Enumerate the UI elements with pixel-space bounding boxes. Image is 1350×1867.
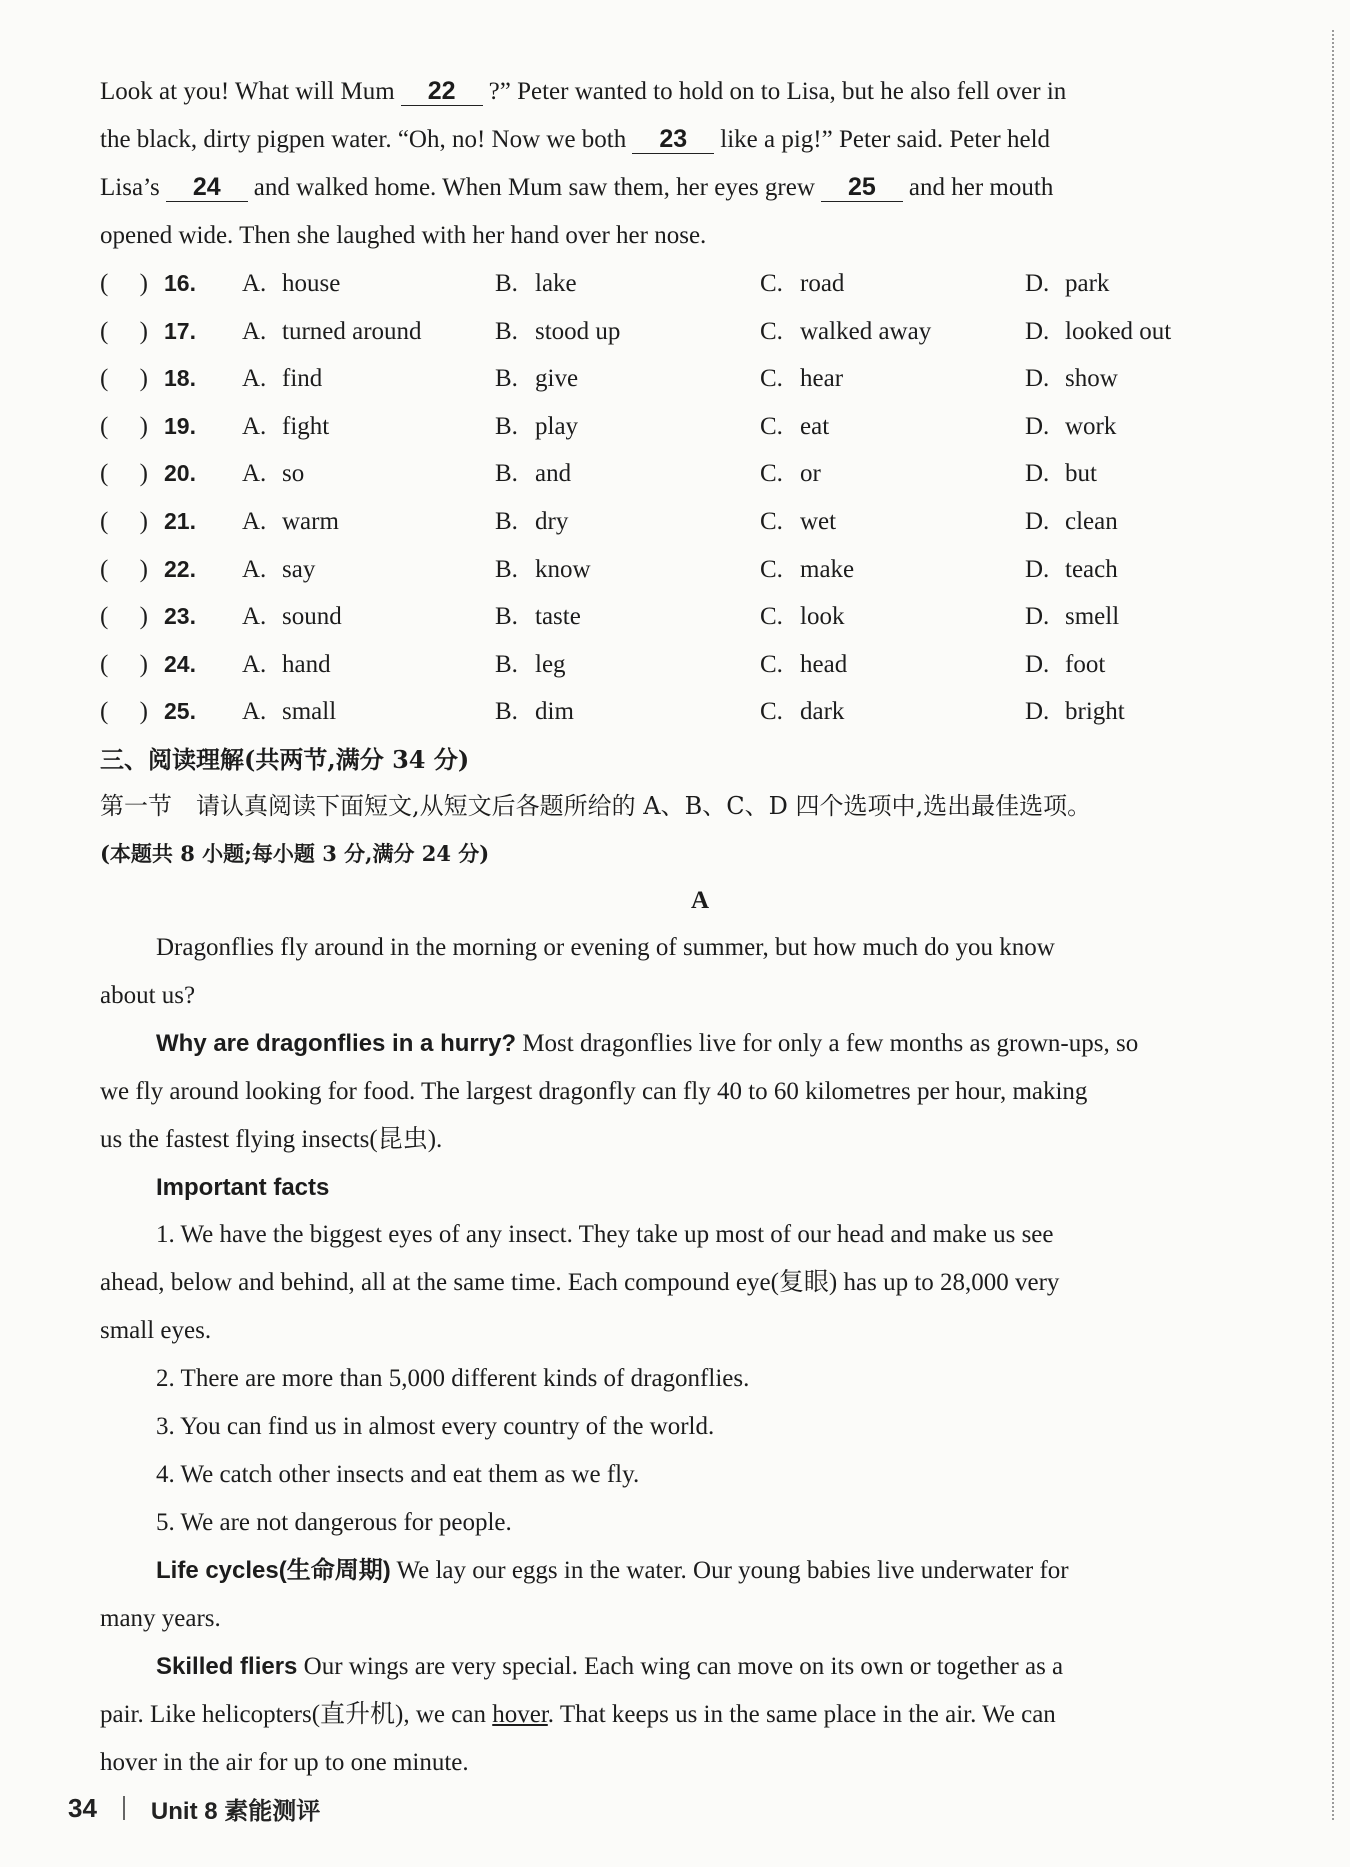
question-number: 22. [164, 555, 196, 582]
cloze-blank: 25 [821, 173, 903, 202]
option-letter: C. [760, 603, 783, 631]
option-d [1025, 308, 1171, 356]
question-number: 18. [164, 365, 196, 392]
option-text: look [800, 603, 845, 631]
option-d [1025, 641, 1105, 689]
question-number: 19. [164, 412, 196, 439]
option-letter: C. [760, 460, 783, 488]
option-letter: B. [495, 507, 518, 535]
option-letter: B. [495, 365, 518, 393]
cloze-text: and walked home. When Mum saw them, her eyes grew [253, 174, 815, 201]
option-letter: A. [242, 698, 267, 726]
option-c [760, 403, 829, 451]
option-text: show [1065, 365, 1118, 393]
option-d [1025, 498, 1118, 546]
option-letter: C. [760, 270, 783, 297]
option-text: eat [800, 412, 830, 440]
section-instruction: 第一节 请认真阅读下面短文,从短文后各题所给的 A、B、C、D 四个选项中,选出最佳选项。 [100, 791, 1092, 820]
skill-paragraph [100, 1643, 1300, 1691]
question-number: 20. [164, 460, 196, 487]
cloze-text: and her mouth [908, 174, 1054, 201]
question-row [100, 308, 1300, 356]
skill-text: . That keeps us in the same place in the air. We can [547, 1700, 1056, 1728]
option-letter: D. [1025, 507, 1050, 535]
cloze-line [100, 68, 1300, 116]
cloze-line [100, 164, 1300, 212]
option-a [242, 498, 339, 546]
option-text: fight [282, 412, 330, 440]
option-text: but [1065, 460, 1097, 488]
question-row [100, 355, 1300, 403]
life-paragraph [100, 1547, 1300, 1595]
option-letter: A. [242, 603, 267, 631]
option-b [495, 688, 574, 736]
option-letter: C. [760, 650, 783, 678]
answer-bracket[interactable]: ( ) [100, 698, 148, 726]
question-row [100, 498, 1300, 546]
option-text: foot [1065, 650, 1106, 678]
hurry-text: Most dragonflies live for only a few months as grown-ups, so [516, 1029, 1139, 1057]
answer-bracket[interactable]: ( ) [100, 460, 148, 488]
option-letter: C. [760, 507, 783, 535]
answer-bracket[interactable]: ( ) [100, 317, 148, 345]
question-row [100, 260, 1300, 308]
option-text: work [1065, 412, 1117, 440]
option-c [760, 260, 844, 308]
option-text: hand [282, 650, 331, 678]
question-row [100, 403, 1300, 451]
option-letter: A. [242, 507, 267, 535]
option-letter: D. [1025, 317, 1050, 345]
option-letter: A. [242, 555, 267, 583]
question-row [100, 546, 1300, 594]
skill-heading: Skilled fliers [156, 1652, 298, 1680]
question-number: 16. [164, 270, 196, 296]
option-c [760, 308, 931, 356]
passage-intro: Dragonflies fly around in the morning or evening of summer, but how much do you know [156, 933, 1055, 961]
option-letter: A. [242, 270, 267, 297]
hurry-paragraph [100, 1020, 1300, 1068]
option-letter: B. [495, 270, 518, 297]
question-number: 21. [164, 507, 196, 534]
option-text: small [282, 698, 337, 726]
cloze-passage [100, 68, 1300, 260]
option-b [495, 593, 581, 641]
skill-text: Our wings are very special. Each wing can move on its own or together as a [297, 1652, 1064, 1680]
option-text: park [1065, 270, 1110, 297]
passage-letter: A [690, 886, 710, 914]
question-row [100, 641, 1300, 689]
option-text: wet [800, 507, 837, 535]
answer-bracket[interactable]: ( ) [100, 507, 148, 535]
page-footer [68, 1790, 320, 1826]
cloze-blank: 23 [632, 125, 714, 154]
option-a [242, 641, 331, 689]
question-number: 23. [164, 603, 196, 630]
option-letter: C. [760, 365, 783, 393]
option-text: find [282, 365, 323, 393]
option-text: know [535, 555, 591, 583]
cloze-text: like a pig!” Peter said. Peter held [720, 126, 1051, 153]
option-letter: B. [495, 412, 518, 440]
cloze-blank: 22 [401, 77, 483, 106]
option-text: warm [282, 507, 339, 535]
option-text: dim [535, 698, 574, 726]
option-b [495, 260, 577, 308]
option-text: clean [1065, 507, 1118, 535]
option-text: or [800, 460, 821, 488]
option-b [495, 403, 578, 451]
option-a [242, 450, 304, 498]
footer-separator [123, 1796, 125, 1820]
page-content [100, 68, 1300, 1787]
life-heading: Life cycles(生命周期) [156, 1556, 391, 1584]
option-c [760, 546, 854, 594]
option-a [242, 403, 329, 451]
option-letter: B. [495, 460, 518, 488]
fact-2: 2. There are more than 5,000 different kinds of dragonflies. [156, 1364, 750, 1392]
option-text: dry [535, 507, 569, 535]
option-text: make [800, 555, 855, 583]
fact-1-cont: small eyes. [100, 1316, 212, 1344]
fact-5: 5. We are not dangerous for people. [156, 1508, 512, 1536]
option-c [760, 498, 836, 546]
cloze-text: Lisa’s [100, 174, 160, 201]
life-text: We lay our eggs in the water. Our young babies live underwater for [390, 1556, 1069, 1584]
question-row [100, 688, 1300, 736]
option-d [1025, 593, 1119, 641]
option-text: walked away [800, 317, 932, 345]
question-row [100, 450, 1300, 498]
unit-label: Unit 8 素能测评 [150, 1797, 321, 1825]
question-row [100, 593, 1300, 641]
option-b [495, 546, 591, 594]
option-c [760, 355, 843, 403]
option-letter: C. [760, 698, 783, 726]
option-letter: A. [242, 650, 267, 678]
option-text: road [800, 270, 845, 297]
option-text: looked out [1065, 317, 1172, 345]
option-letter: C. [760, 317, 783, 345]
question-number: 25. [164, 698, 196, 725]
passage-intro-cont: about us? [100, 981, 196, 1009]
option-c [760, 641, 847, 689]
option-text: and [535, 460, 572, 488]
skill-text: pair. Like helicopters(直升机), we can [100, 1700, 493, 1728]
fact-3: 3. You can find us in almost every country of the world. [156, 1412, 715, 1440]
option-text: house [282, 270, 341, 297]
hover-word: hover [492, 1700, 548, 1728]
option-letter: B. [495, 603, 518, 631]
option-text: hear [800, 365, 844, 393]
option-c [760, 450, 821, 498]
option-a [242, 593, 342, 641]
option-d [1025, 260, 1109, 308]
option-text: head [800, 650, 848, 678]
option-letter: C. [760, 555, 783, 583]
answer-bracket[interactable]: ( ) [100, 365, 148, 393]
cloze-text: ?” Peter wanted to hold on to Lisa, but he also fell over in [488, 78, 1067, 105]
option-letter: D. [1025, 412, 1050, 440]
option-text: smell [1065, 603, 1120, 631]
option-letter: B. [495, 317, 518, 345]
hurry-heading: Why are dragonflies in a hurry? [156, 1029, 517, 1057]
option-b [495, 308, 620, 356]
fact-1-cont: ahead, below and behind, all at the same time. Each compound eye(复眼) has up to 28,000 very [100, 1268, 1060, 1296]
option-letter: D. [1025, 698, 1050, 726]
fact-1: 1. We have the biggest eyes of any insect. They take up most of our head and make us see [156, 1220, 1054, 1248]
option-d [1025, 688, 1125, 736]
option-c [760, 688, 844, 736]
option-letter: C. [760, 412, 783, 440]
option-letter: D. [1025, 365, 1050, 393]
option-letter: D. [1025, 603, 1050, 631]
option-text: stood up [535, 317, 621, 345]
answer-bracket[interactable]: ( ) [100, 412, 148, 440]
option-a [242, 688, 336, 736]
cloze-line [100, 116, 1300, 164]
cloze-line: opened wide. Then she laughed with her hand over her nose. [100, 222, 707, 249]
skill-text-line [100, 1691, 1300, 1739]
question-list [100, 260, 1300, 736]
answer-bracket[interactable]: ( ) [100, 555, 148, 583]
answer-bracket[interactable]: ( ) [100, 603, 148, 631]
option-letter: D. [1025, 270, 1050, 297]
option-b [495, 355, 578, 403]
facts-heading: Important facts [156, 1173, 330, 1201]
option-letter: B. [495, 650, 518, 678]
option-a [242, 546, 315, 594]
option-d [1025, 546, 1118, 594]
section-title: 三、阅读理解(共两节,满分 34 分) [100, 744, 470, 774]
option-letter: A. [242, 412, 267, 440]
answer-bracket[interactable]: ( ) [100, 270, 148, 297]
option-b [495, 498, 568, 546]
option-letter: A. [242, 317, 267, 345]
option-letter: B. [495, 555, 518, 583]
option-a [242, 308, 422, 356]
option-d [1025, 403, 1116, 451]
cloze-text: Look at you! What will Mum [100, 78, 395, 105]
option-text: teach [1065, 555, 1118, 583]
hurry-text-line: we fly around looking for food. The largest dragonfly can fly 40 to 60 kilometres per hour, making [100, 1077, 1088, 1105]
option-letter: B. [495, 698, 518, 726]
option-letter: D. [1025, 460, 1050, 488]
margin-dotted-rule [1332, 30, 1334, 1820]
question-number: 17. [164, 317, 196, 344]
option-text: play [535, 412, 579, 440]
option-d [1025, 355, 1118, 403]
question-number: 24. [164, 650, 196, 677]
option-text: dark [800, 698, 845, 726]
option-text: turned around [282, 317, 422, 345]
option-letter: D. [1025, 650, 1050, 678]
life-text-line: many years. [100, 1604, 221, 1632]
cloze-text: the black, dirty pigpen water. “Oh, no! Now we both [100, 126, 627, 153]
answer-bracket[interactable]: ( ) [100, 650, 148, 678]
hurry-text-line: us the fastest flying insects(昆虫). [100, 1125, 443, 1153]
option-text: say [282, 555, 316, 583]
page-number: 34 [68, 1792, 97, 1823]
section-note: (本题共 8 小题;每小题 3 分,满分 24 分) [100, 840, 490, 866]
option-b [495, 641, 566, 689]
option-text: leg [535, 650, 566, 678]
option-b [495, 450, 571, 498]
option-c [760, 593, 844, 641]
option-a [242, 260, 340, 308]
option-text: bright [1065, 698, 1125, 726]
option-text: taste [535, 603, 581, 631]
skill-text-line: hover in the air for up to one minute. [100, 1748, 469, 1776]
option-letter: A. [242, 460, 267, 488]
option-d [1025, 450, 1097, 498]
option-text: so [282, 460, 305, 488]
option-letter: A. [242, 365, 267, 393]
option-text: sound [282, 603, 342, 631]
option-letter: D. [1025, 555, 1050, 583]
cloze-blank: 24 [166, 173, 248, 202]
option-text: lake [535, 270, 577, 297]
option-a [242, 355, 322, 403]
option-text: give [535, 365, 579, 393]
fact-4: 4. We catch other insects and eat them as we fly. [156, 1460, 640, 1488]
